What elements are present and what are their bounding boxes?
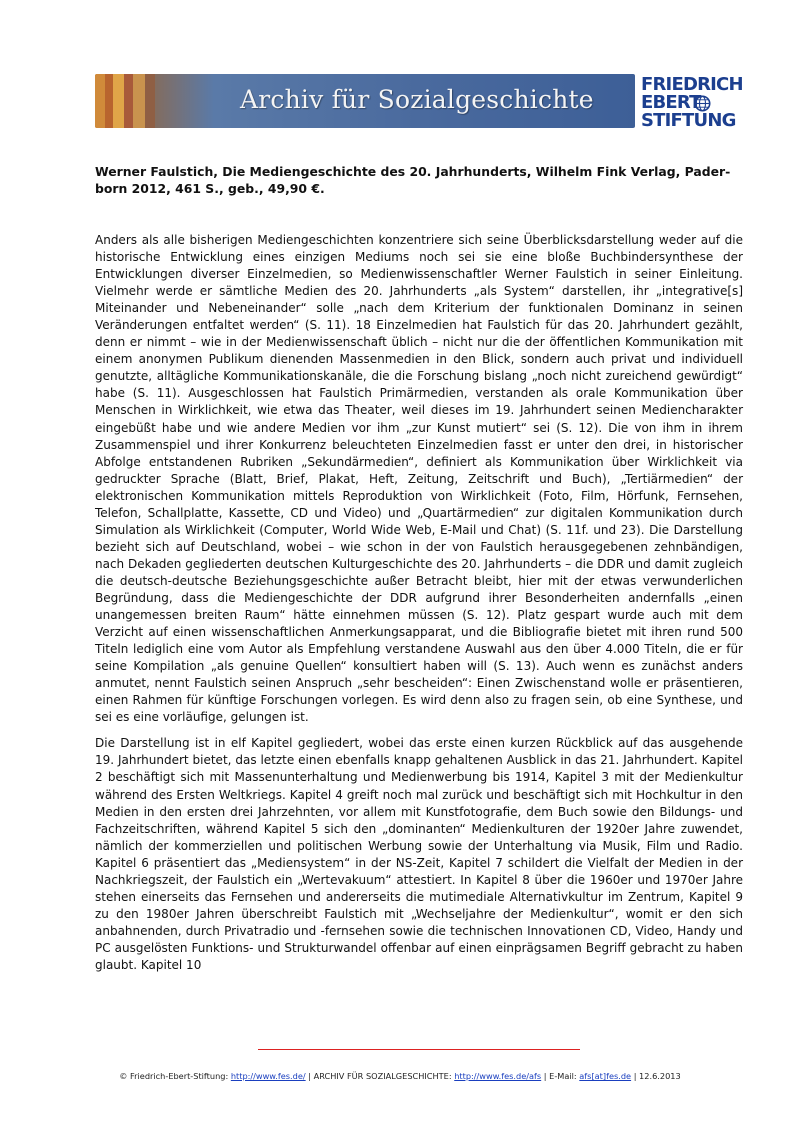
- email-link[interactable]: afs[at]fes.de: [579, 1071, 632, 1081]
- logo-line-2: EBERT: [641, 92, 701, 113]
- review-body: [95, 232, 743, 983]
- banner-title: Archiv für Sozialgeschichte: [240, 85, 594, 114]
- review-heading: Werner Faulstich, Die Mediengeschichte des 20. Jahrhunderts, Wilhelm Fink Verlag, Paderborn 2012, 461 S., geb., 49,90 €.: [95, 164, 731, 196]
- footer-email-label: | E-Mail:: [541, 1071, 580, 1081]
- paragraph: Anders als alle bisherigen Mediengeschichten konzentriere sich seine Überblicksdarstellung weder auf die historische Entwicklung eines einzigen Mediums noch sei sie eine bloße Buchbindersynthese der Entwicklungen diverser Einzelmedien, so Medienwissenschaftler Werner Faulstich in seiner Einleitung. Vielmehr werde er sämtliche Medien des 20. Jahrhunderts „als System“ darstellen, ihr „integrative[s] Miteinander und Nebeneinander“ solle „nach dem Kriterium der funktionalen Dominanz in seinen Veränderungen entfaltet werden“ (S. 11). 18 Einzelmedien hat Faulstich für das 20. Jahrhundert gezählt, denn er nimmt – wie in der Medienwissenschaft üblich – nicht nur die der öffentlichen Kommunikation mit einem anonymen Publikum dienenden Massenmedien in den Blick, sondern auch privat und individuell genutzte, alltägliche Kommunikationskanäle, die die Forschung bislang „noch nicht zureichend gewürdigt“ habe (S. 11). Ausgeschlossen hat Faulstich Primärmedien, verstanden als orale Kommunikation über Menschen in Wirklichkeit, wie etwa das Theater, weil dieses im 19. Jahrhundert seinen Mediencharakter eingebüßt habe und wie andere Medien vor ihm „zur Kunst mutiert“ sei (S. 12). Die von ihm in ihrem Zusammenspiel und ihrer Konkurrenz beleuchteten Einzelmedien fasst er unter den drei, in historischer Abfolge entstandenen Rubriken „Sekundärmedien“, definiert als Kommunikation über Wirklichkeit via gedruckter Sprache (Blatt, Brief, Plakat, Heft, Zeitung, Zeitschrift und Buch), „Tertiärmedien“ der elektronischen Kommunikation mittels Reproduktion von Wirklichkeit (Foto, Film, Hörfunk, Fernsehen, Telefon, Schallplatte, Kassette, CD und Video) und „Quartärmedien“ zur digitalen Kommunikation durch Simulation als Wirklichkeit (Computer, World Wide Web, E-Mail und Chat) (S. 11f. und 23). Die Darstellung bezieht sich auf Deutschland, wobei – wie schon in der von Faulstich herausgegebenen zehnbändigen, nach Dekaden gegliederten deutschen Kulturgeschichte des 20. Jahrhunderts – die DDR und damit zugleich die deutsch-deutsche Beziehungsgeschichte außer Betracht bleibt, hier mit der etwas verwunderlichen Begründung, dass die Mediengeschichte der DDR aufgrund ihrer Besonderheiten andernfalls „einen unangemessen breiten Raum“ hätte einnehmen müssen (S. 12). Platz gespart wurde auch mit dem Verzicht auf einen wissenschaftlichen Anmerkungsapparat, und die Bibliografie bietet mit ihren rund 500 Titeln lediglich eine vom Autor als Empfehlung verstandene Auswahl aus den über 4.000 Titeln, die er für seine Kompilation „als genuine Quellen“ konsultiert haben will (S. 13). Auch wenn es zunächst anders anmutet, nennt Faulstich seinen Anspruch „sehr bescheiden“: Einen Zwischenstand wolle er präsentieren, einen Rahmen für künftige Forschungen vorlegen. Es wird denn also zu fragen sein, ob eine Synthese, und sei es eine vorläufige, gelungen ist.: [95, 233, 743, 725]
- fes-link[interactable]: http://www.fes.de/: [230, 1071, 306, 1081]
- page-footer: [0, 1071, 800, 1081]
- archive-banner: [95, 74, 635, 128]
- footer-copyright: © Friedrich-Ebert-Stiftung:: [119, 1071, 231, 1081]
- logo-line-1: FRIEDRICH: [641, 74, 743, 95]
- paragraph: Die Darstellung ist in elf Kapitel gegliedert, wobei das erste einen kurzen Rückblick auf das ausgehende 19. Jahrhundert bietet, das letzte einen ebenfalls knapp gehaltenen Ausblick in das 21. Jahrhundert. Kapitel 2 beschäftigt sich mit Massenunterhaltung und Medienwerbung bis 1914, Kapitel 3 mit der Medienkultur während des Ersten Weltkriegs. Kapitel 4 greift noch mal zurück und beschäftigt sich mit Hochkultur in den Medien in den ersten drei Jahrzehnten, vor allem mit Kunstfotografie, dem Buch sowie den Bildungs- und Fachzeitschriften, während Kapitel 5 sich den „dominanten“ Medienkulturen der 1920er Jahre zuwendet, nämlich der kommerziellen und politischen Werbung sowie der Unterhaltung via Musik, Film und Radio. Kapitel 6 präsentiert das „Mediensystem“ in der NS-Zeit, Kapitel 7 schildert die Vielfalt der Medien in der Nachkriegszeit, der Faulstich ein „Wertevakuum“ attestiert. In Kapitel 8 über die 1960er und 1970er Jahre stehen einerseits das Fernsehen und andererseits die mutimediale Alternativkultur im Zentrum, Kapitel 9 zu den 1980er Jahren überschreibt Faulstich mit „Wechseljahre der Medienkultur“, womit er den sich anbahnenden, durch Privatradio und -fernsehen sowie die technischen Innovationen CD, Video, Handy und PC ausgelösten Funktions- und Strukturwandel offenbar auf einen einprägsamen Begriff gebracht zu haben glaubt. Kapitel 10: [95, 736, 743, 972]
- footer-archive-label: | ARCHIV FÜR SOZIALGESCHICHTE:: [305, 1071, 455, 1081]
- footer-date: | 12.6.2013: [631, 1071, 681, 1081]
- afs-link[interactable]: http://www.fes.de/afs: [454, 1071, 542, 1081]
- logo-line-3: STIFTUNG: [641, 110, 736, 131]
- banner-books-image: [95, 74, 155, 128]
- fes-logo: [638, 76, 744, 132]
- footer-divider: [258, 1049, 580, 1050]
